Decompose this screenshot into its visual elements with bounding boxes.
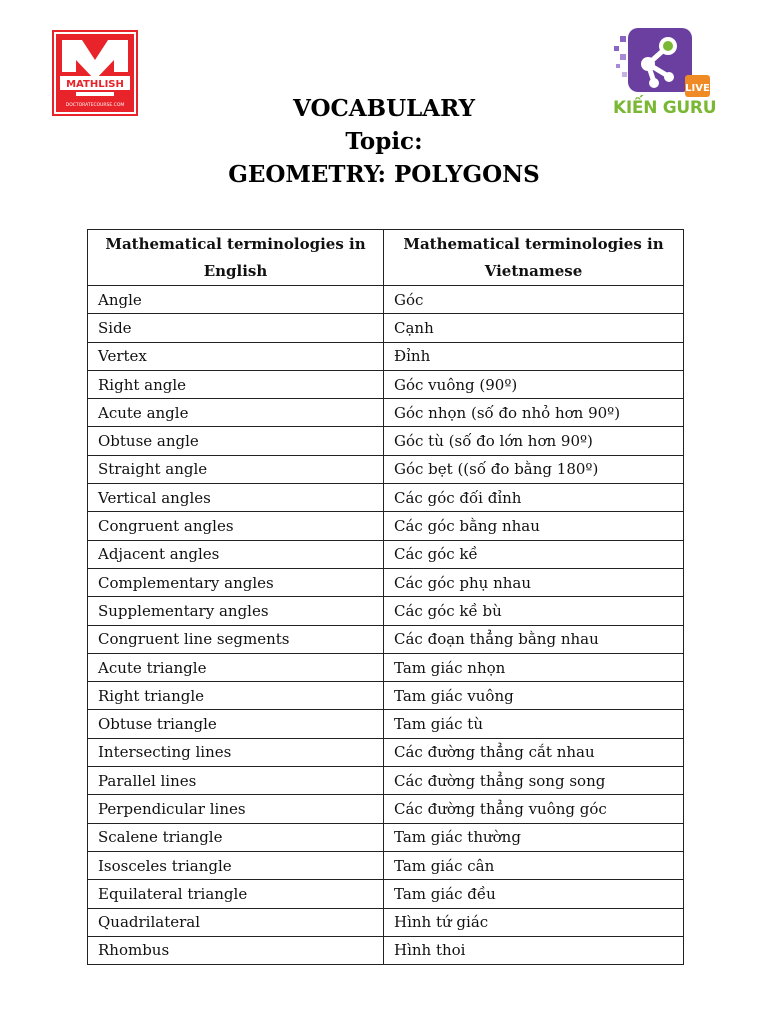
table-row bbox=[88, 653, 684, 681]
english-term-cell: Adjacent angles bbox=[88, 540, 384, 568]
table-row bbox=[88, 738, 684, 766]
vietnamese-term-cell: Góc bbox=[384, 286, 684, 314]
table-row bbox=[88, 370, 684, 398]
vietnamese-term-cell: Các góc đối đỉnh bbox=[384, 484, 684, 512]
vietnamese-term-cell: Đỉnh bbox=[384, 342, 684, 370]
table-row bbox=[88, 936, 684, 964]
table-row bbox=[88, 484, 684, 512]
document-title bbox=[0, 92, 768, 191]
title-line-vocabulary: VOCABULARY bbox=[293, 95, 475, 122]
table-row bbox=[88, 823, 684, 851]
english-term-cell: Supplementary angles bbox=[88, 597, 384, 625]
english-term-cell: Obtuse triangle bbox=[88, 710, 384, 738]
table-row bbox=[88, 795, 684, 823]
vietnamese-term-cell: Cạnh bbox=[384, 314, 684, 342]
english-term-cell: Right angle bbox=[88, 370, 384, 398]
vietnamese-term-cell: Tam giác tù bbox=[384, 710, 684, 738]
english-term-cell: Congruent line segments bbox=[88, 625, 384, 653]
table-row bbox=[88, 342, 684, 370]
table-row bbox=[88, 568, 684, 596]
english-term-cell: Congruent angles bbox=[88, 512, 384, 540]
english-term-cell: Equilateral triangle bbox=[88, 880, 384, 908]
vietnamese-term-cell: Các đoạn thẳng bằng nhau bbox=[384, 625, 684, 653]
vietnamese-term-cell: Tam giác đều bbox=[384, 880, 684, 908]
english-term-cell: Straight angle bbox=[88, 455, 384, 483]
table-header-row bbox=[88, 230, 684, 286]
english-term-cell: Scalene triangle bbox=[88, 823, 384, 851]
english-term-cell: Complementary angles bbox=[88, 568, 384, 596]
vietnamese-term-cell: Các đường thẳng song song bbox=[384, 767, 684, 795]
kien-guru-logo-text: KIẾN GURU bbox=[613, 98, 717, 118]
table-row bbox=[88, 427, 684, 455]
table-row bbox=[88, 540, 684, 568]
english-term-cell: Perpendicular lines bbox=[88, 795, 384, 823]
table-row bbox=[88, 710, 684, 738]
header-vietnamese: Mathematical terminologies in Vietnamese bbox=[384, 230, 684, 286]
english-term-cell: Vertex bbox=[88, 342, 384, 370]
table-row bbox=[88, 880, 684, 908]
english-term-cell: Right triangle bbox=[88, 682, 384, 710]
header-english: Mathematical terminologies in English bbox=[88, 230, 384, 286]
table-row bbox=[88, 597, 684, 625]
english-term-cell: Acute angle bbox=[88, 399, 384, 427]
table-row bbox=[88, 314, 684, 342]
title-line-geometry: GEOMETRY: POLYGONS bbox=[228, 161, 540, 188]
vietnamese-term-cell: Góc nhọn (số đo nhỏ hơn 90º) bbox=[384, 399, 684, 427]
english-term-cell: Intersecting lines bbox=[88, 738, 384, 766]
table-row bbox=[88, 908, 684, 936]
english-term-cell: Parallel lines bbox=[88, 767, 384, 795]
mathlish-logo-text: MATHLISH bbox=[66, 79, 124, 90]
vietnamese-term-cell: Hình thoi bbox=[384, 936, 684, 964]
vietnamese-term-cell: Góc vuông (90º) bbox=[384, 370, 684, 398]
table-row bbox=[88, 625, 684, 653]
english-term-cell: Acute triangle bbox=[88, 653, 384, 681]
english-term-cell: Quadrilateral bbox=[88, 908, 384, 936]
table-row bbox=[88, 767, 684, 795]
vietnamese-term-cell: Các đường thẳng cắt nhau bbox=[384, 738, 684, 766]
table-row bbox=[88, 512, 684, 540]
vietnamese-term-cell: Các góc phụ nhau bbox=[384, 568, 684, 596]
mathlish-logo-subtext: DOCTORATECOURSE.COM bbox=[65, 103, 125, 108]
vietnamese-term-cell: Các góc kề bbox=[384, 540, 684, 568]
table-row bbox=[88, 682, 684, 710]
vietnamese-term-cell: Tam giác nhọn bbox=[384, 653, 684, 681]
vietnamese-term-cell: Các đường thẳng vuông góc bbox=[384, 795, 684, 823]
title-line-topic: Topic: bbox=[345, 128, 423, 155]
vietnamese-term-cell: Các góc bằng nhau bbox=[384, 512, 684, 540]
vietnamese-term-cell: Tam giác vuông bbox=[384, 682, 684, 710]
vietnamese-term-cell: Góc bẹt ((số đo bằng 180º) bbox=[384, 455, 684, 483]
english-term-cell: Isosceles triangle bbox=[88, 851, 384, 879]
english-term-cell: Side bbox=[88, 314, 384, 342]
vietnamese-term-cell: Tam giác cân bbox=[384, 851, 684, 879]
table-row bbox=[88, 286, 684, 314]
vietnamese-term-cell: Hình tứ giác bbox=[384, 908, 684, 936]
english-term-cell: Vertical angles bbox=[88, 484, 384, 512]
table-body bbox=[88, 286, 684, 965]
english-term-cell: Angle bbox=[88, 286, 384, 314]
table-row bbox=[88, 455, 684, 483]
table-row bbox=[88, 851, 684, 879]
vietnamese-term-cell: Tam giác thường bbox=[384, 823, 684, 851]
vietnamese-term-cell: Các góc kề bù bbox=[384, 597, 684, 625]
english-term-cell: Obtuse angle bbox=[88, 427, 384, 455]
live-badge: LIVE bbox=[685, 75, 710, 97]
vocabulary-table bbox=[87, 229, 684, 965]
english-term-cell: Rhombus bbox=[88, 936, 384, 964]
vietnamese-term-cell: Góc tù (số đo lớn hơn 90º) bbox=[384, 427, 684, 455]
table-row bbox=[88, 399, 684, 427]
